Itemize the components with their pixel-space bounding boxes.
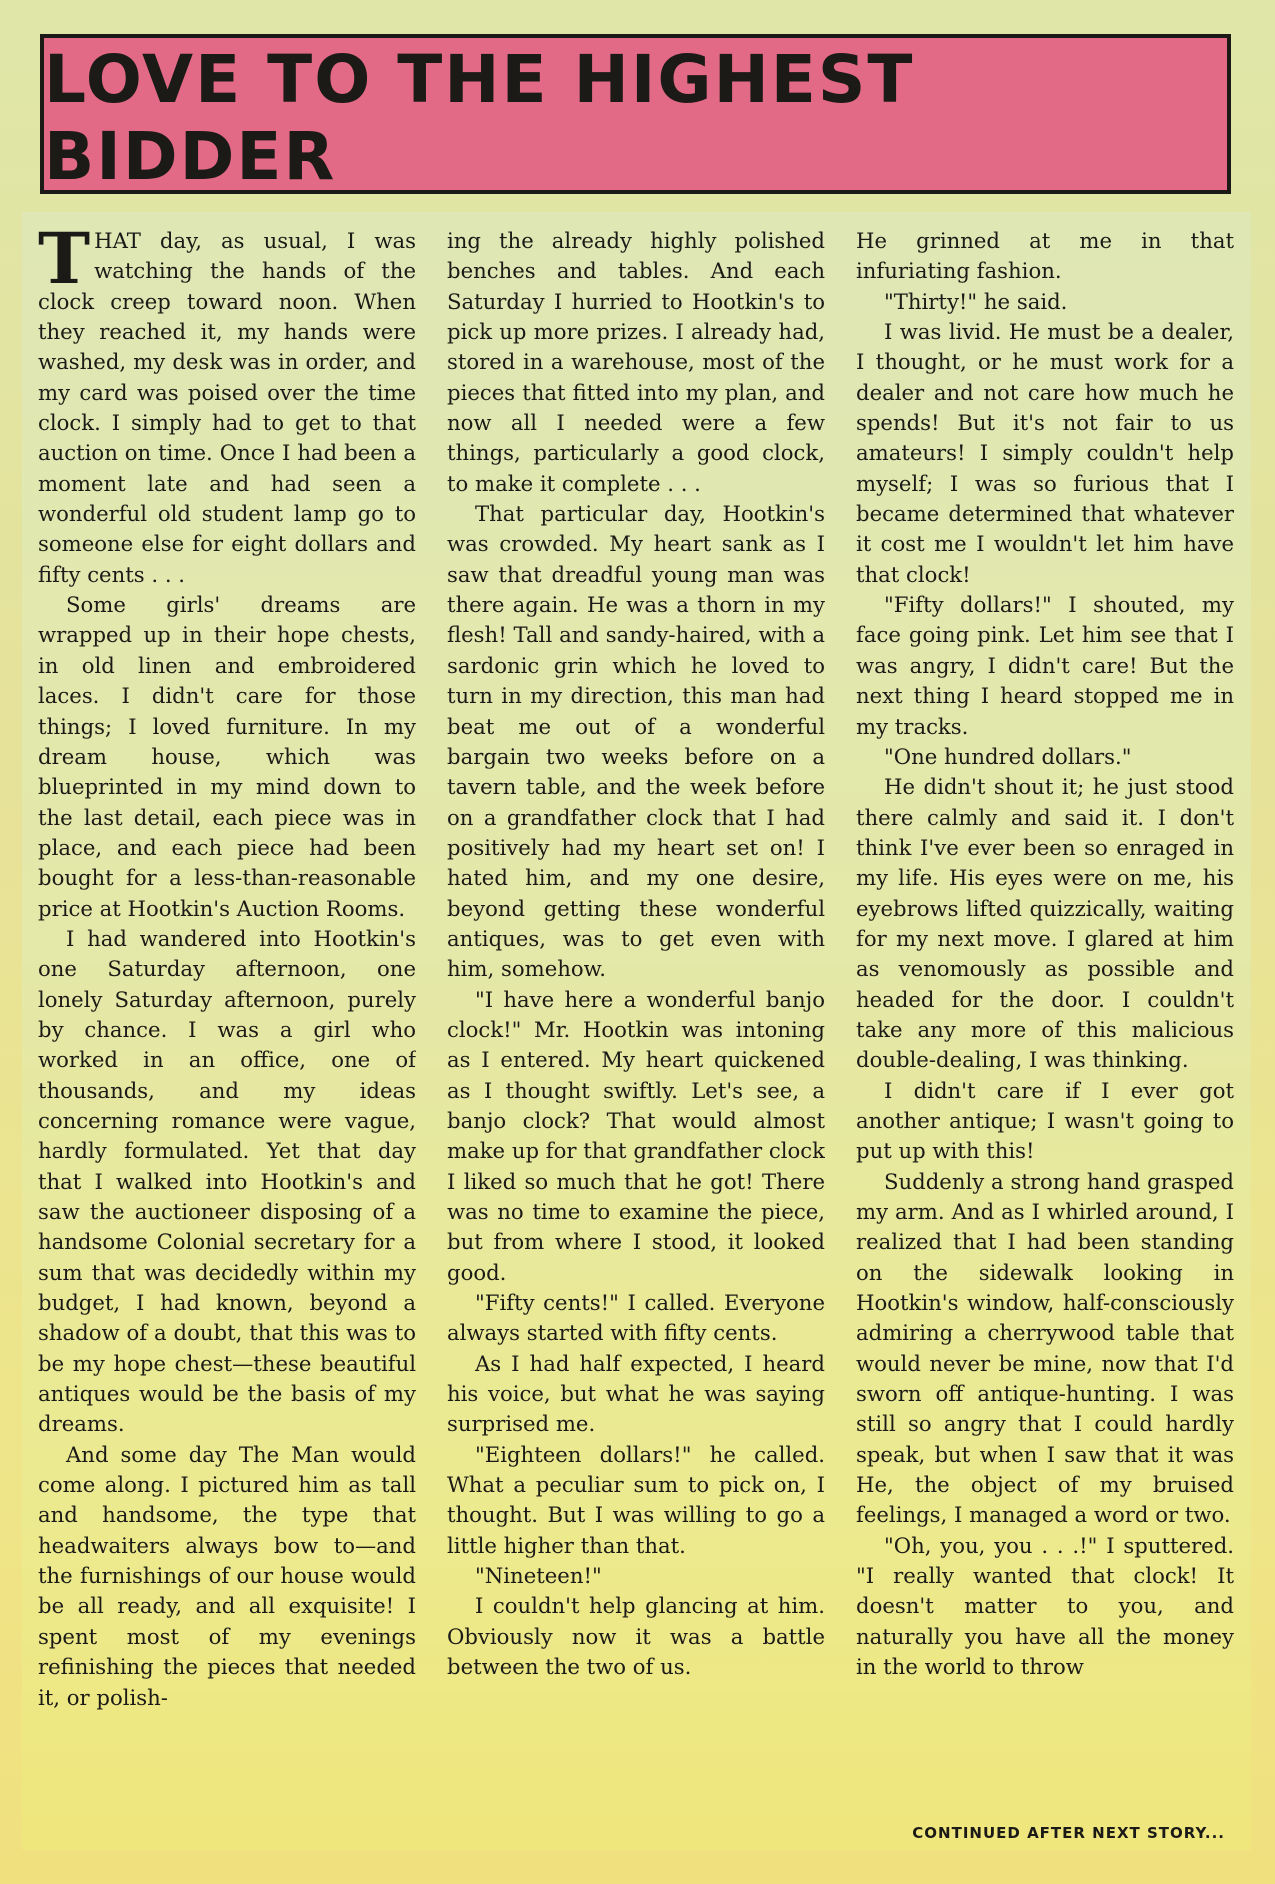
paragraph: He grinned at me in that infuriating fashion.: [856, 228, 1234, 284]
paragraph: "I have here a wonderful banjo clock!" Mr. Hootkin was intoning as I entered. My heart quickened as I thought swiftly. Let's see, a banjo clock? That would almost make up for that grandfather clock I liked so much that he got! There was no time to examine the piece, but from where I stood, it looked good.: [447, 986, 825, 1285]
paragraph: That particular day, Hootkin's was crowded. My heart sank as I saw that dreadful young man was there again. He was a thorn in my flesh! Tall and sandy-haired, with a sardonic grin which he loved to turn in my direction, this man had beat me out of a wonderful bargain two weeks before on a tavern table, and the week before on a grandfather clock that I had positively had my heart set on! I hated him, and my one desire, beyond getting these wonderful antiques, was to get even with him, somehow.: [447, 501, 825, 982]
paragraph: He didn't shout it; he just stood there calmly and said it. I don't think I've ever been so enraged in my life. His eyes were on me, his eyebrows lifted quizzically, waiting for my next move. I glared at him as venomously as possible and headed for the door. I couldn't take any more of this malicious double-dealing, I was thinking.: [856, 774, 1234, 1073]
text-column-2: [447, 226, 825, 1826]
paragraph: I couldn't help glancing at him. Obviously now it was a battle between the two of us.: [447, 1593, 825, 1680]
paragraph: [38, 226, 416, 590]
paragraph: And some day The Man would come along. I pictured him as tall and handsome, the type that headwaiters always bow to—and the furnishings of our house would be all ready, and all exquisite! I spent most of my evenings refinishing the pieces that needed it, or polish-: [38, 1441, 416, 1710]
paragraph: I had wandered into Hootkin's one Saturday afternoon, one lonely Saturday afternoon, purely by chance. I was a girl who worked in an office, one of thousands, and my ideas concerning romance were vague, hardly formulated. Yet that day that I walked into Hootkin's and saw the auctioneer disposing of a handsome Colonial secretary for a sum that was decidedly within my budget, I had known, beyond a shadow of a doubt, that this was to be my hope chest—these beautiful antiques would be the basis of my dreams.: [38, 925, 416, 1437]
paragraph: "Nineteen!": [475, 1563, 602, 1589]
paragraph: As I had half expected, I heard his voice, but what he was saying surprised me.: [447, 1350, 825, 1437]
story-body: [22, 212, 1251, 1850]
story-title: LOVE TO THE HIGHEST BIDDER: [44, 41, 915, 195]
text-column-1: [38, 226, 416, 1826]
paragraph: "Fifty dollars!" I shouted, my face going pink. Let him see that I was angry, I didn't care! But the next thing I heard stopped me in my tracks.: [856, 592, 1234, 739]
paragraph: I was livid. He must be a dealer, I thought, or he must work for a dealer and not care how much he spends! But it's not fair to us amateurs! I simply couldn't help myself; I was so furious that I became determined that whatever it cost me I wouldn't let him have that clock!: [856, 319, 1234, 587]
paragraph: ing the already highly polished benches and tables. And each Saturday I hurried to Hootkin's to pick up more prizes. I already had, stored in a warehouse, most of the pieces that fitted into my plan, and now all I needed were a few things, particularly a good clock, to make it complete . . .: [447, 228, 825, 496]
drop-cap: T: [38, 226, 91, 300]
paragraph: "Oh, you, you . . .!" I sputtered. "I really wanted that clock! It doesn't matter to you, and naturally you have all the money in the world to throw: [856, 1532, 1234, 1680]
paragraph: Some girls' dreams are wrapped up in their hope chests, in old linen and embroidered laces. I didn't care for those things; I loved furniture. In my dream house, which was blueprinted in my mind down to the last detail, each piece was in place, and each piece had been bought for a less-than-reasonable price at Hootkin's Auction Rooms.: [38, 592, 416, 921]
title-banner: [40, 34, 1231, 194]
paragraph: "One hundred dollars.": [884, 743, 1132, 769]
paragraph: "Eighteen dollars!" he called. What a peculiar sum to pick on, I thought. But I was willing to go a little higher than that.: [447, 1441, 825, 1558]
paragraph: "Fifty cents!" I called. Everyone always started with fifty cents.: [447, 1290, 825, 1346]
paragraph-text: HAT day, as usual, I was watching the hands of the clock creep toward noon. When they reached it, my hands were washed, my desk was in order, and my card was poised over the time clock. I simply had to get to that auction on time. Once I had been a moment late and had seen a wonderful old student lamp go to someone else for eight dollars and fifty cents . . .: [38, 228, 416, 587]
paragraph: Suddenly a strong hand grasped my arm. And as I whirled around, I realized that I had been standing on the sidewalk looking in Hootkin's window, half-consciously admiring a cherrywood table that would never be mine, now that I'd sworn off antique-hunting. I was still so angry that I could hardly speak, but when I saw that it was He, the object of my bruised feelings, I managed a word or two.: [856, 1168, 1234, 1528]
paragraph: "Thirty!" he said.: [884, 288, 1068, 314]
continued-note: CONTINUED AFTER NEXT STORY...: [912, 1824, 1225, 1842]
text-column-3: [856, 226, 1234, 1826]
paragraph: I didn't care if I ever got another antique; I wasn't going to put up with this!: [856, 1077, 1234, 1164]
